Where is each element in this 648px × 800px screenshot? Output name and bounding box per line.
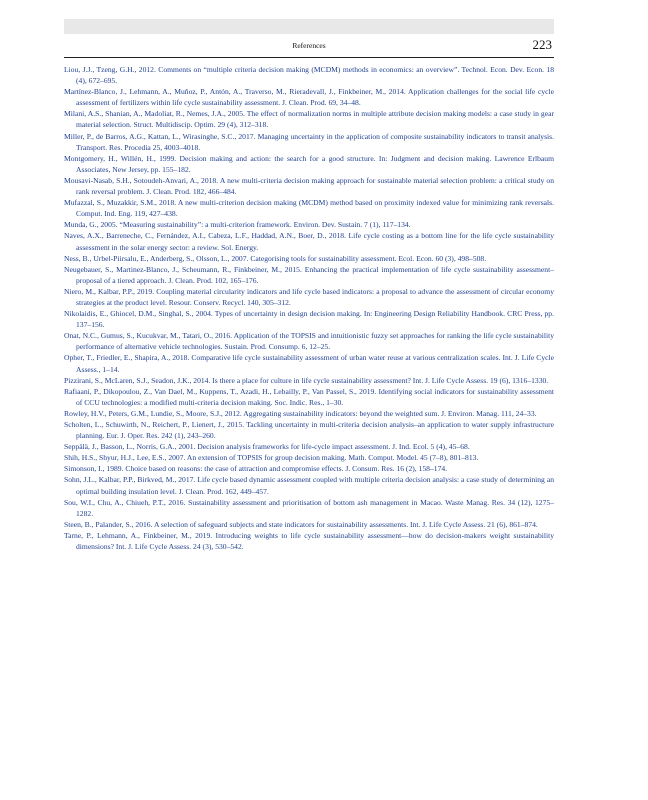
reference-entry: Scholten, L., Schuwirth, N., Reichert, P., Lienert, J., 2015. Tackling uncertainty in multi-criteria decision analysis–an application to water supply infrastructure planning. Eur. J. Oper. Res. 242 (1), 243–260. xyxy=(64,420,554,441)
reference-entry: Neugebauer, S., Martinez-Blanco, J., Scheumann, R., Finkbeiner, M., 2015. Enhancing the practical implementation of life cycle sustainability assessment–proposal of a tiered approach. J. Clean. Prod. 102, 165–176. xyxy=(64,264,554,285)
reference-entry: Ness, B., Urbel-Piirsalu, E., Anderberg, S., Olsson, L., 2007. Categorising tools for sustainability assessment. Ecol. Econ. 60 (3), 498–508. xyxy=(64,253,487,263)
reference-entry: Simonson, I., 1989. Choice based on reasons: the case of attraction and compromise effects. J. Consum. Res. 16 (2), 158–174. xyxy=(64,464,448,474)
header-shade-bar xyxy=(64,19,554,34)
reference-entry: Nikolaidis, E., Ghiocel, D.M., Singhal, S., 2004. Types of uncertainty in design decision making. In: Engineering Design Reliability Handbook. CRC Press, pp. 137–156. xyxy=(64,309,554,330)
reference-entry: Naves, A.X., Barreneche, C., Fernández, A.I., Cabeza, L.F., Haddad, A.N., Boer, D., 2018. Life cycle costing as a bottom line for the life cycle sustainability assessment in the solar energy sector: a review. Sol. Energy. xyxy=(64,231,554,252)
reference-entry: Miller, P., de Barros, A.G., Kattan, L., Wirasinghe, S.C., 2017. Managing uncertainty in the application of composite sustainability indicators to transit analysis. Transport. Res. Procedia 25, 4003–4018. xyxy=(64,131,554,152)
reference-entry: Niero, M., Kalbar, P.P., 2019. Coupling material circularity indicators and life cycle based indicators: a proposal to advance the assessment of circular economy strategies at the product level. Resour. Conserv. Recycl. 140, 305–312. xyxy=(64,286,554,307)
reference-entry: Seppälä, J., Basson, L., Norris, G.A., 2001. Decision analysis frameworks for life-cycle impact assessment. J. Ind. Ecol. 5 (4), 45–68. xyxy=(64,442,470,452)
page-header xyxy=(64,37,554,58)
reference-entry: Sou, W.I., Chu, A., Chiueh, P.T., 2016. Sustainability assessment and prioritisation of bottom ash management in Macao. Waste Manag. Res. 34 (12), 1275–1282. xyxy=(64,497,554,518)
reference-entry: Opher, T., Friedler, E., Shapira, A., 2018. Comparative life cycle sustainability assessment of urban water reuse at various centralization scales. Int. J. Life Cycle Assess., 1–14. xyxy=(64,353,554,374)
running-head: References xyxy=(292,41,326,50)
reference-entry: Martínez-Blanco, J., Lehmann, A., Muñoz, P., Antón, A., Traverso, M., Rieradevall, J., Finkbeiner, M., 2014. Application challenges for the social life cycle assessment of fertilizers within life cycle sustainability assessment. J. Clean. Prod. 69, 34–48. xyxy=(64,87,554,108)
reference-list xyxy=(64,64,554,552)
reference-entry: Shih, H.S., Shyur, H.J., Lee, E.S., 2007. An extension of TOPSIS for group decision making. Math. Comput. Model. 45 (7–8), 801–813. xyxy=(64,453,479,463)
reference-entry: Tarne, P., Lehmann, A., Finkbeiner, M., 2019. Introducing weights to life cycle sustainability assessment—how do decision-makers weight sustainability dimensions? Int. J. Life Cycle Assess. 24 (3), 530–542. xyxy=(64,530,554,552)
reference-entry: Mufazzal, S., Muzakkir, S.M., 2018. A new multi-criterion decision making (MCDM) method based on proximity indexed value for minimizing rank reversals. Comput. Ind. Eng. 119, 427–438. xyxy=(64,198,554,219)
reference-entry: Montgomery, H., Willén, H., 1999. Decision making and action: the search for a good structure. In: Judgment and decision making. Lawrence Erlbaum Associates, New Jersey, pp. 155–182. xyxy=(64,153,554,174)
reference-entry: Onat, N.C., Gumus, S., Kucukvar, M., Tatari, O., 2016. Application of the TOPSIS and intuitionistic fuzzy set approaches for ranking the life cycle sustainability performance of alternative vehicle technologies. Sustain. Prod. Consump. 6, 12–25. xyxy=(64,331,554,352)
reference-entry: Steen, B., Palander, S., 2016. A selection of safeguard subjects and state indicators for sustainability assessments. Int. J. Life Cycle Assess. 21 (6), 861–874. xyxy=(64,519,538,529)
reference-entry: Mousavi-Nasab, S.H., Sotoudeh-Anvari, A., 2018. A new multi-criteria decision making approach for sustainable material selection problem: a critical study on rank reversal problem. J. Clean. Prod. 182, 466–484. xyxy=(64,175,554,197)
reference-entry: Rowley, H.V., Peters, G.M., Lundie, S., Moore, S.J., 2012. Aggregating sustainability indicators: beyond the weighted sum. J. Environ. Manag. 111, 24–33. xyxy=(64,408,537,418)
reference-entry: Munda, G., 2005. “Measuring sustainability”: a multi-criterion framework. Environ. Dev. Sustain. 7 (1), 117–134. xyxy=(64,220,411,230)
reference-entry: Milani, A.S., Shanian, A., Madoliat, R., Nemes, J.A., 2005. The effect of normalization norms in multiple attribute decision making models: a case study in gear material selection. Struct. Multidiscip. Optim. 29 (4), 312–318. xyxy=(64,109,554,130)
reference-entry: Rafiaani, P., Dikopoulou, Z., Van Dael, M., Kuppens, T., Azadi, H., Lebailly, P., Van Passel, S., 2019. Identifying social indicators for sustainability assessment of CCU technologies: a modified multi-criteria decision making. Soc. Indic. Res., 1–30. xyxy=(64,386,554,407)
reference-entry: Sohn, J.L., Kalbar, P.P., Birkved, M., 2017. Life cycle based dynamic assessment coupled with multiple criteria decision analysis: a case study of determining an optimal building insulation level. J. Clean. Prod. 162, 449–457. xyxy=(64,475,554,496)
page-number: 223 xyxy=(532,37,552,52)
book-page xyxy=(64,19,554,552)
reference-entry: Pizzirani, S., McLaren, S.J., Seadon, J.K., 2014. Is there a place for culture in life cycle sustainability assessment? Int. J. Life Cycle Assess. 19 (6), 1316–1330. xyxy=(64,375,549,385)
reference-entry: Liou, J.J., Tzeng, G.H., 2012. Comments on “multiple criteria decision making (MCDM) methods in economics: an overview”. Technol. Econ. Dev. Econ. 18 (4), 672–695. xyxy=(64,65,554,86)
